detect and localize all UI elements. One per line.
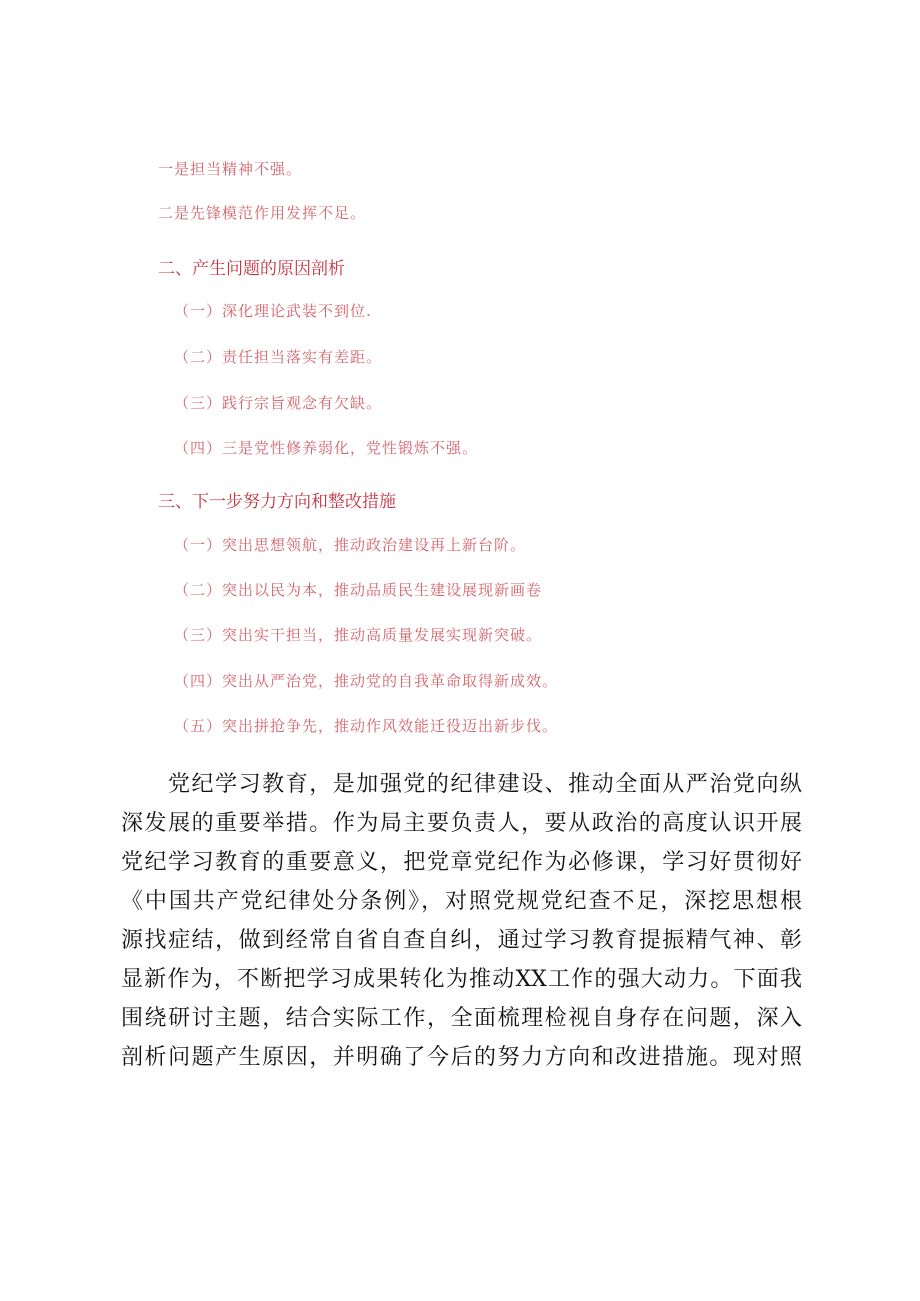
body-line-8: 剖析问题产生原因，并明确了今后的努力方向和改进措施。现对照	[121, 1045, 802, 1070]
outline-item-2: 二是先锋模范作用发挥不足。	[158, 204, 367, 222]
body-line-6: 显新作为，不断把学习成果转化为推动XX工作的强大动力。下面我	[121, 967, 802, 992]
section-heading-measures: 三、下一步努力方向和整改措施	[158, 492, 396, 512]
body-line-1: 党纪学习教育，是加强党的纪律建设、推动全面从严治党向纵	[168, 772, 802, 797]
measures-item-5: （五）突出拼抢争先，推动作风效能迁役迈出新步伐。	[174, 717, 559, 735]
body-paragraph	[121, 765, 802, 1077]
outline-item-1: 一是担当精神不强。	[158, 160, 303, 178]
body-line-3: 党纪学习教育的重要意义，把党章党纪作为必修课，学习好贯彻好	[121, 850, 802, 875]
causes-item-1: （一）深化理论武装不到位.	[174, 302, 372, 320]
causes-item-3: （三）践行宗旨观念有欠缺。	[174, 394, 383, 412]
measures-item-2: （二）突出以民为本，推动品质民生建设展现新画卷	[174, 581, 543, 599]
section-heading-causes: 二、产生问题的原因剖析	[158, 259, 345, 279]
causes-item-2: （二）责任担当落实有差距。	[174, 348, 383, 366]
causes-item-4: （四）三是党性修养弱化，党性锻炼不强。	[174, 439, 479, 457]
measures-item-3: （三）突出实干担当，推动高质量发展实现新突破。	[174, 626, 543, 644]
body-line-4: 《中国共产党纪律处分条例》，对照党规党纪查不足，深挖思想根	[121, 889, 802, 914]
body-line-2: 深发展的重要举措。作为局主要负责人，要从政治的高度认识开展	[121, 811, 802, 836]
body-line-7: 围绕研讨主题，结合实际工作，全面梳理检视自身存在问题，深入	[121, 1006, 802, 1031]
measures-item-1: （一）突出思想领航，推动政治建设再上新台阶。	[174, 536, 527, 554]
measures-item-4: （四）突出从严治党，推动党的自我革命取得新成效。	[174, 672, 559, 690]
body-line-5: 源找症结，做到经常自省自查自纠，通过学习教育提振精气神、彰	[121, 928, 802, 953]
